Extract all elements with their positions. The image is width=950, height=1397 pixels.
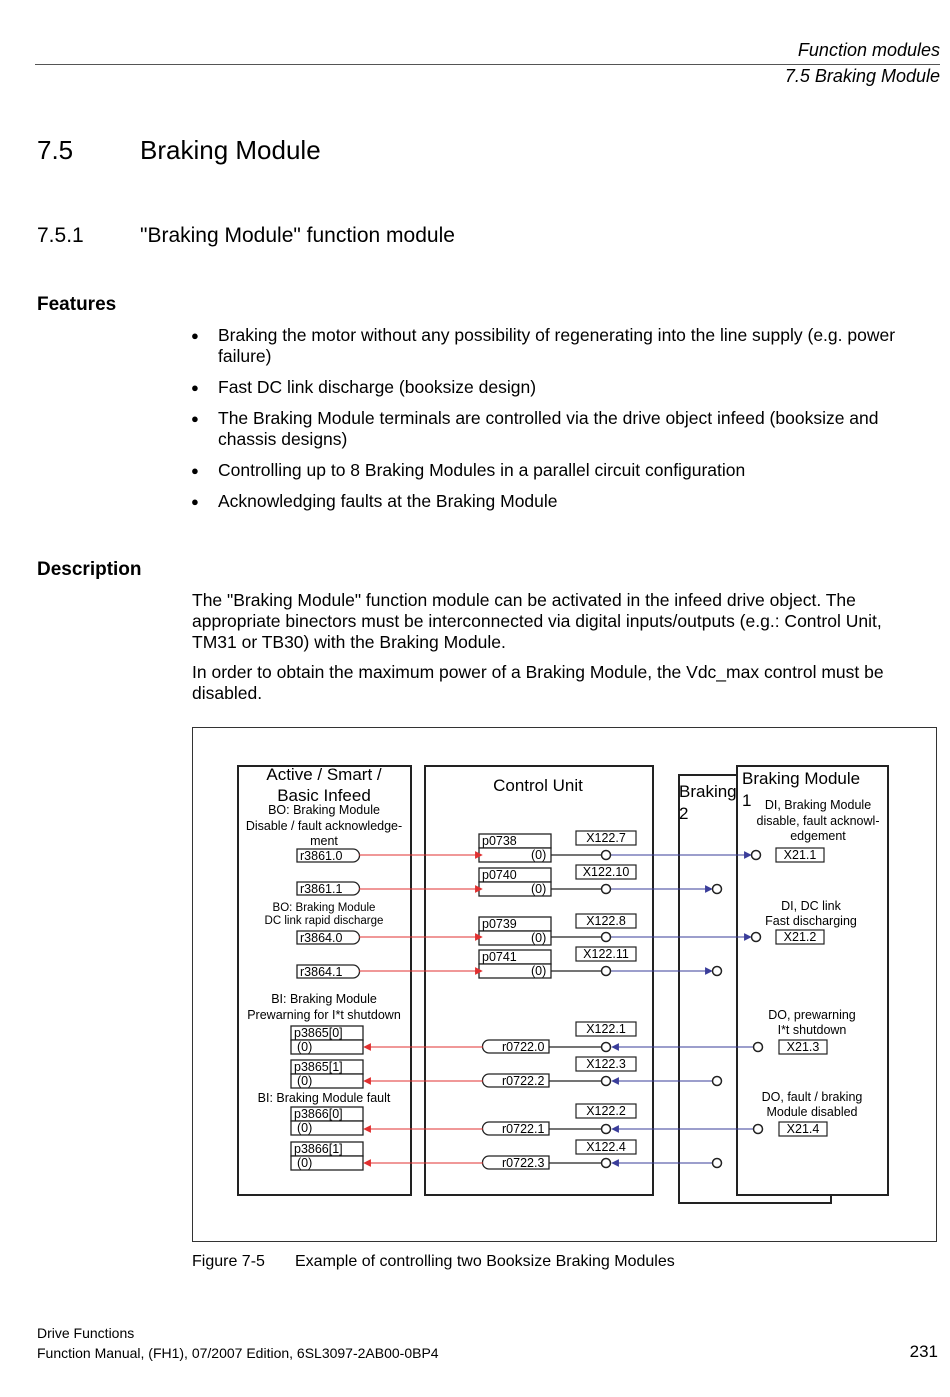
di-discharge-label: Fast discharging: [765, 914, 857, 928]
braking-2-title: Braking: [679, 782, 737, 801]
infeed-title: Basic Infeed: [277, 786, 371, 805]
svg-text:r0722.2: r0722.2: [502, 1074, 545, 1088]
terminal-label: X21.3: [786, 1040, 820, 1054]
svg-text:(0): (0): [531, 882, 547, 896]
description-heading: Description: [37, 559, 142, 580]
svg-text:r0722.3: r0722.3: [502, 1156, 545, 1170]
control-unit-title: Control Unit: [493, 776, 583, 795]
list-item: ● The Braking Module terminals are controlled via the drive object infeed (booksize and chassis designs): [188, 408, 928, 450]
cu-output-p0739: [479, 917, 551, 945]
svg-text:r3861.1: r3861.1: [300, 882, 343, 896]
bi-prewarning-label: Prewarning for I*t shutdown: [247, 1008, 401, 1022]
section-number: 7.5: [37, 135, 74, 165]
list-item: ● Fast DC link discharge (booksize design): [188, 377, 928, 398]
header-chapter: Function modules: [797, 40, 940, 60]
bo-discharge-label: BO: Braking Module: [272, 902, 376, 914]
svg-text:p3866[0]: p3866[0]: [294, 1107, 343, 1121]
svg-text:p3866[1]: p3866[1]: [294, 1142, 343, 1156]
figure-diagram: [192, 727, 937, 1242]
terminal-label: X122.11: [583, 947, 629, 961]
section-title: Braking Module: [140, 135, 321, 165]
braking-module-diagram: [193, 728, 938, 1243]
do-fault-label: DO, fault / braking: [761, 1090, 863, 1104]
footer-title: Drive Functions: [37, 1325, 135, 1341]
figure-label: Figure 7-5: [192, 1253, 265, 1270]
terminal-label: X21.2: [783, 930, 817, 944]
svg-text:r3864.1: r3864.1: [300, 965, 343, 979]
infeed-input: [291, 1026, 363, 1054]
bi-prewarning-label: BI: Braking Module: [271, 992, 377, 1006]
terminal-label: X122.2: [586, 1104, 626, 1118]
list-item: ● Braking the motor without any possibility of regenerating into the line supply (e.g. power failure): [188, 325, 928, 367]
terminal-label: X122.8: [586, 914, 626, 928]
list-item: ● Controlling up to 8 Braking Modules in a parallel circuit configuration: [188, 460, 928, 481]
cu-input: [483, 1156, 550, 1170]
terminal-label: X122.7: [586, 831, 626, 845]
header-section: 7.5 Braking Module: [784, 66, 940, 86]
di-discharge-label: DI, DC link: [781, 899, 841, 913]
terminal-label: X122.10: [582, 865, 630, 879]
cu-input: [483, 1122, 550, 1136]
svg-text:(0): (0): [297, 1121, 313, 1135]
svg-text:p3865[1]: p3865[1]: [294, 1060, 343, 1074]
terminal-label: X122.3: [586, 1057, 626, 1071]
infeed-title: Active / Smart /: [266, 765, 382, 784]
infeed-input: [291, 1060, 363, 1088]
infeed-output: [297, 882, 360, 896]
infeed-input: [291, 1142, 363, 1170]
features-list: [188, 325, 928, 522]
description-paragraph: The "Braking Module" function module can be activated in the infeed drive object. The appropriate binectors must be interconnected via digital inputs/outputs (e.g.: Control Unit, TM31 or TB30) with the Braking Module.: [192, 590, 882, 652]
infeed-output: [297, 931, 360, 945]
features-heading: Features: [37, 294, 117, 315]
terminal-label: X21.4: [786, 1122, 820, 1136]
description-paragraph: In order to obtain the maximum power of a Braking Module, the Vdc_max control must be disabled.: [192, 662, 884, 703]
svg-text:p0738: p0738: [482, 834, 517, 848]
do-fault-label: Module disabled: [766, 1105, 858, 1119]
header-rule: [35, 64, 940, 65]
subsection-title: "Braking Module" function module: [140, 224, 455, 247]
svg-text:p0739: p0739: [482, 917, 517, 931]
svg-text:p0740: p0740: [482, 868, 517, 882]
bo-disable-label: Disable / fault acknowledge-: [245, 819, 403, 833]
do-prewarning-label: I*t shutdown: [777, 1023, 847, 1037]
svg-text:p0741: p0741: [482, 950, 517, 964]
svg-text:r0722.1: r0722.1: [502, 1122, 545, 1136]
cu-output-p0740: [479, 868, 551, 896]
terminal-label: X21.1: [783, 848, 817, 862]
braking-1-title: Braking Module: [742, 769, 861, 788]
braking-2-title: 2: [679, 804, 689, 823]
bi-fault-label: BI: Braking Module fault: [257, 1091, 391, 1105]
footer-manual: Function Manual, (FH1), 07/2007 Edition, 6SL3097-2AB00-0BP4: [37, 1345, 439, 1361]
infeed-input: [291, 1107, 363, 1135]
cu-input: [483, 1074, 550, 1088]
svg-text:p3865[0]: p3865[0]: [294, 1026, 343, 1040]
svg-text:r3864.0: r3864.0: [300, 931, 343, 945]
di-disable-label: disable, fault acknowl-: [756, 814, 880, 828]
bo-disable-label: ment: [310, 834, 338, 848]
list-item: ● Acknowledging faults at the Braking Module: [188, 491, 928, 512]
infeed-output: [297, 849, 360, 863]
cu-output-p0741: [479, 950, 551, 978]
page-number: 231: [909, 1342, 938, 1361]
bo-disable-label: BO: Braking Module: [268, 803, 380, 817]
do-prewarning-label: DO, prewarning: [768, 1008, 856, 1022]
svg-text:r3861.0: r3861.0: [300, 849, 343, 863]
svg-text:(0): (0): [297, 1074, 313, 1088]
braking-1-title: 1: [742, 791, 752, 810]
cu-input: [483, 1040, 550, 1054]
svg-text:r0722.0: r0722.0: [502, 1040, 545, 1054]
figure-caption: Example of controlling two Booksize Braking Modules: [295, 1253, 675, 1270]
terminal-label: X122.4: [586, 1140, 626, 1154]
cu-output-p0738: [479, 834, 551, 862]
terminal-label: X122.1: [586, 1022, 626, 1036]
bo-discharge-label: DC link rapid discharge: [264, 915, 384, 927]
svg-text:(0): (0): [531, 964, 547, 978]
infeed-output: [297, 965, 360, 979]
subsection-number: 7.5.1: [37, 224, 84, 247]
svg-text:(0): (0): [297, 1156, 313, 1170]
di-disable-label: edgement: [790, 829, 846, 843]
svg-text:(0): (0): [531, 848, 547, 862]
svg-text:(0): (0): [297, 1040, 313, 1054]
svg-text:(0): (0): [531, 931, 547, 945]
di-disable-label: DI, Braking Module: [764, 798, 872, 812]
